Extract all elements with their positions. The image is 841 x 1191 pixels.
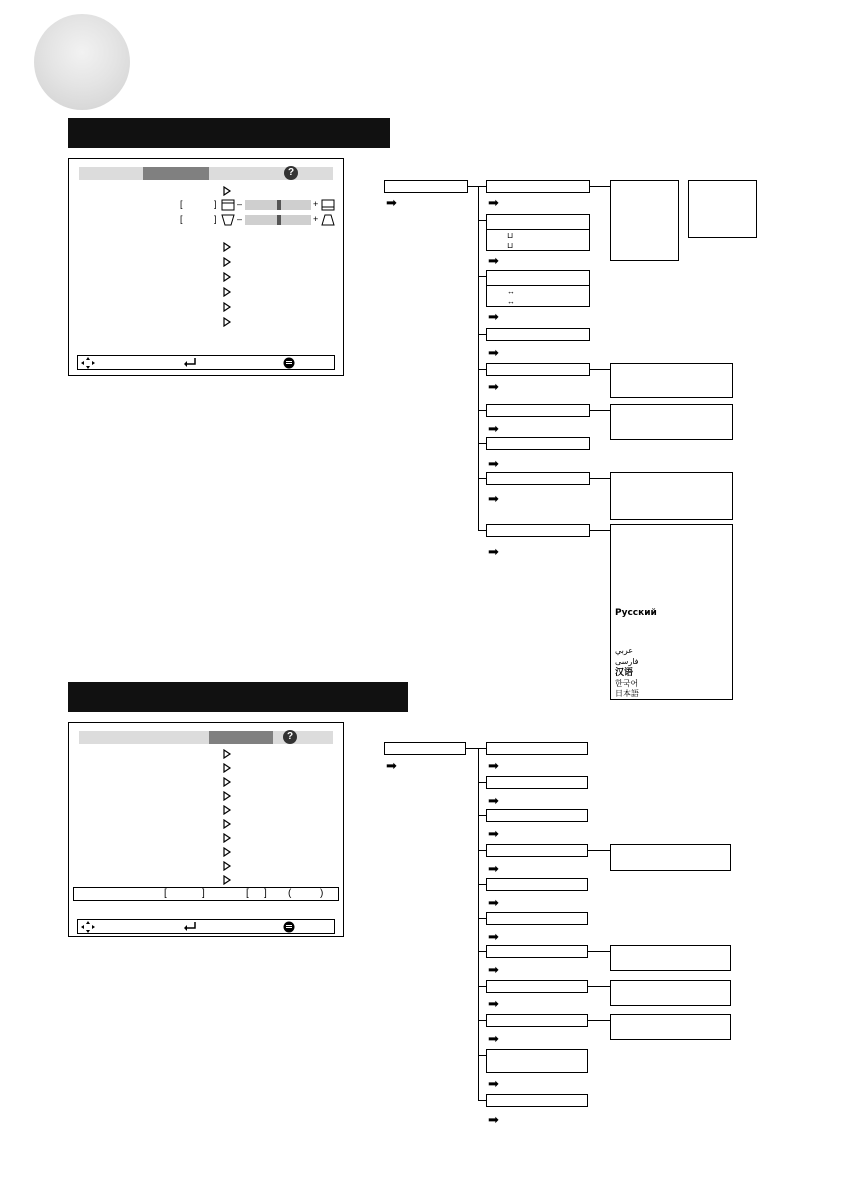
enter-icon xyxy=(183,358,197,368)
chapter-circle-decoration xyxy=(34,14,130,110)
plus-sign-1: + xyxy=(313,199,319,209)
tree2-item-6 xyxy=(486,912,588,925)
arrow-icon: ➡ xyxy=(488,456,499,471)
tree2-item-9 xyxy=(486,1014,588,1027)
arrow-icon: ➡ xyxy=(488,826,499,841)
language-russian: Русский xyxy=(615,608,657,618)
tree2-branch-out xyxy=(588,1020,610,1021)
language-japanese: 日本語 xyxy=(615,689,639,698)
menu-footer-2 xyxy=(77,919,335,934)
arrow-icon: ➡ xyxy=(488,491,499,506)
arrow-icon: ➡ xyxy=(488,1076,499,1091)
menu-icon xyxy=(283,921,295,933)
tree1-item-9 xyxy=(486,524,590,537)
language-arabic: عربي xyxy=(615,646,634,655)
tree1-options-8 xyxy=(610,472,733,520)
bracket-left-2: [ xyxy=(180,214,183,224)
submenu-arrow-icon[interactable] xyxy=(222,317,232,327)
arrow-icon: ➡ xyxy=(488,309,499,324)
tree1-branch-out xyxy=(590,369,610,370)
keystone-wide-icon xyxy=(321,214,335,226)
tree2-options-4 xyxy=(610,844,731,871)
language-chinese: 汉语 xyxy=(615,668,634,678)
arrow-icon: ➡ xyxy=(488,793,499,808)
arrow-icon: ➡ xyxy=(488,1112,499,1127)
menu-footer-1 xyxy=(77,355,335,370)
tree1-branch-out xyxy=(590,478,610,479)
tree2-options-7 xyxy=(610,945,731,971)
slider-2[interactable] xyxy=(245,215,311,225)
tree2-item-7 xyxy=(486,945,588,958)
tree2-item-4 xyxy=(486,844,588,857)
submenu-arrow-icon[interactable] xyxy=(222,777,232,787)
arrow-icon: ➡ xyxy=(488,544,499,559)
arrow-icon: ➡ xyxy=(488,195,499,210)
bracket-right-2: ] xyxy=(214,214,217,224)
section-title-bar-2 xyxy=(68,682,408,712)
menu-screen-2 xyxy=(68,722,344,937)
tree1-item-4 xyxy=(486,328,590,341)
menu-screen-1 xyxy=(68,158,344,376)
status-row: [ ] [ ] ( ) xyxy=(73,887,339,901)
bracket-right-1: ] xyxy=(214,199,217,209)
tree1-options-1b xyxy=(688,180,757,238)
keystone-narrow-icon xyxy=(221,214,235,226)
help-icon[interactable]: ? xyxy=(283,730,297,744)
link-icon: ⊔ xyxy=(507,241,514,250)
menu-tab-bar xyxy=(79,731,333,744)
link-icon: ⊔ xyxy=(507,231,514,240)
arrow-icon: ➡ xyxy=(488,861,499,876)
submenu-arrow-icon[interactable] xyxy=(222,847,232,857)
tree2-root-box xyxy=(384,742,466,755)
arrow-icon: ➡ xyxy=(488,345,499,360)
tree2-item-5 xyxy=(486,878,588,891)
tree1-branch-out xyxy=(590,530,610,531)
arrow-icon: ➡ xyxy=(488,253,499,268)
tree2-item-8 xyxy=(486,980,588,993)
section-title-bar-1 xyxy=(68,118,390,148)
submenu-arrow-icon[interactable] xyxy=(222,791,232,801)
arrow-icon: ➡ xyxy=(488,962,499,977)
submenu-arrow-icon[interactable] xyxy=(222,186,232,196)
submenu-arrow-icon[interactable] xyxy=(222,272,232,282)
submenu-arrow-icon[interactable] xyxy=(222,749,232,759)
submenu-arrow-icon[interactable] xyxy=(222,287,232,297)
minus-sign-1: – xyxy=(237,199,243,209)
tree1-item-1 xyxy=(486,180,590,193)
arrow-icon: ➡ xyxy=(488,379,499,394)
submenu-arrow-icon[interactable] xyxy=(222,302,232,312)
arrow-icon: ➡ xyxy=(386,758,397,773)
arrow-icon: ➡ xyxy=(488,895,499,910)
tree2-connector xyxy=(466,748,478,749)
tree2-item-10 xyxy=(486,1049,588,1073)
menu-tab-bar xyxy=(79,167,333,180)
submenu-arrow-icon[interactable] xyxy=(222,833,232,843)
menu-tab-active[interactable] xyxy=(209,731,273,744)
arrow-icon: ➡ xyxy=(386,195,397,210)
arrow-icon: ➡ xyxy=(488,1031,499,1046)
arrow-icon: ➡ xyxy=(488,758,499,773)
slider-1[interactable] xyxy=(245,200,311,210)
tree1-item-3 xyxy=(486,270,590,307)
tree2-trunk xyxy=(478,748,479,1100)
tree2-branch-out xyxy=(588,951,610,952)
tree2-item-2 xyxy=(486,776,588,789)
move-icon xyxy=(81,357,95,369)
tree2-branch-out xyxy=(588,986,610,987)
screen-bottom-icon xyxy=(321,199,335,211)
language-farsi: فارسی xyxy=(615,657,639,666)
link-icon: ↔ xyxy=(507,287,515,296)
tree1-item-5 xyxy=(486,363,590,376)
screen-top-icon xyxy=(221,199,235,211)
menu-tab-active[interactable] xyxy=(143,167,209,180)
tree1-item-2 xyxy=(486,214,590,251)
language-options-box xyxy=(610,524,733,700)
tree1-options-1a xyxy=(610,180,679,261)
submenu-arrow-icon[interactable] xyxy=(222,861,232,871)
tree2-options-8 xyxy=(610,980,731,1006)
menu-icon xyxy=(283,357,295,369)
minus-sign-2: – xyxy=(237,214,243,224)
tree2-branch-out xyxy=(588,850,610,851)
tree1-item-6 xyxy=(486,404,590,417)
tree2-item-3 xyxy=(486,809,588,822)
tree1-connector xyxy=(468,186,478,187)
tree1-options-6 xyxy=(610,404,733,440)
language-korean: 한국어 xyxy=(615,679,639,688)
arrow-icon: ➡ xyxy=(488,421,499,436)
tree1-options-5 xyxy=(610,363,733,398)
bracket-left-1: [ xyxy=(180,199,183,209)
link-icon: ↔ xyxy=(507,297,515,306)
tree1-branch-out xyxy=(590,410,610,411)
arrow-icon: ➡ xyxy=(488,996,499,1011)
tree2-item-11 xyxy=(486,1094,588,1107)
submenu-arrow-icon[interactable] xyxy=(222,242,232,252)
submenu-arrow-icon[interactable] xyxy=(222,875,232,885)
submenu-arrow-icon[interactable] xyxy=(222,763,232,773)
tree1-root-box xyxy=(384,180,468,193)
tree2-item-1 xyxy=(486,742,588,755)
help-icon[interactable]: ? xyxy=(284,166,298,180)
tree1-item-7 xyxy=(486,437,590,450)
arrow-icon: ➡ xyxy=(488,929,499,944)
tree1-item-8 xyxy=(486,472,590,485)
plus-sign-2: + xyxy=(313,214,319,224)
submenu-arrow-icon[interactable] xyxy=(222,257,232,267)
move-icon xyxy=(81,921,95,933)
submenu-arrow-icon[interactable] xyxy=(222,819,232,829)
tree1-branch-out xyxy=(590,186,610,187)
tree2-options-9 xyxy=(610,1014,731,1040)
enter-icon xyxy=(183,922,197,932)
submenu-arrow-icon[interactable] xyxy=(222,805,232,815)
